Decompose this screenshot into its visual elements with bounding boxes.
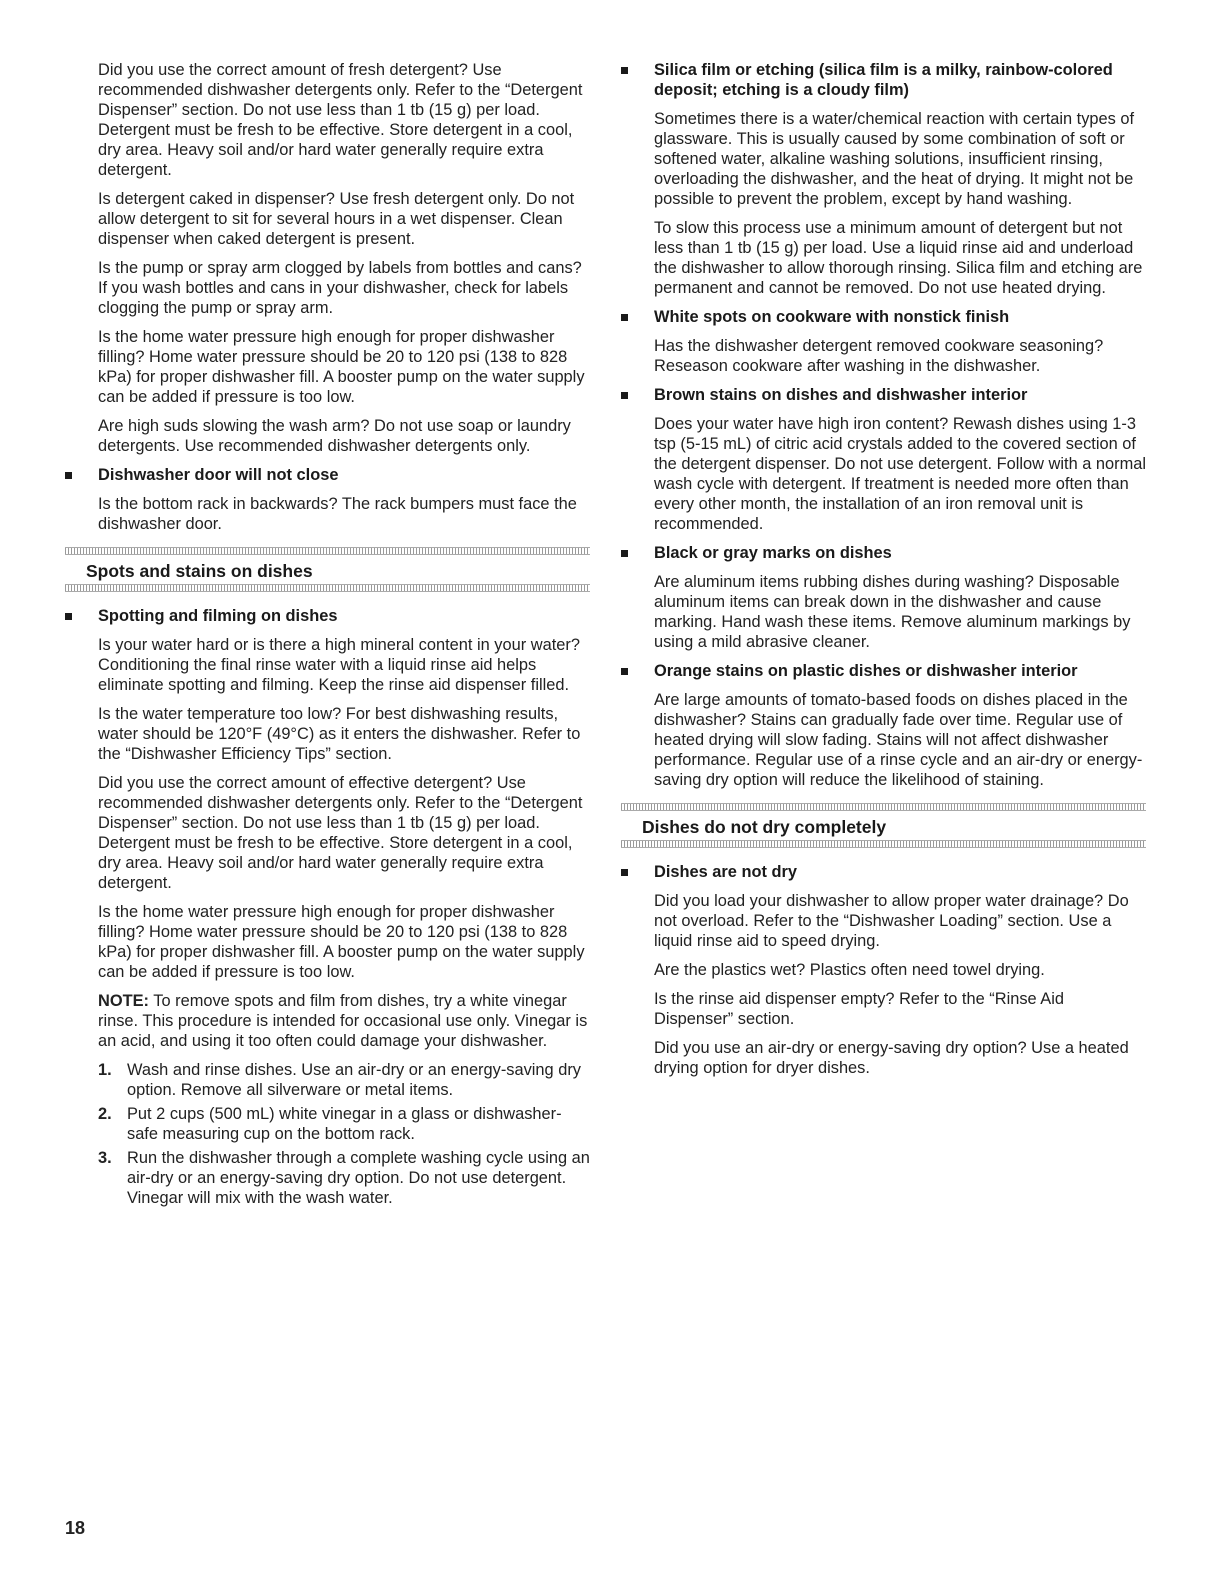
step-number: 3. xyxy=(98,1149,112,1167)
section-header-spots xyxy=(65,547,590,592)
note-label: NOTE: xyxy=(98,992,149,1010)
paragraph: Is the water temperature too low? For best dishwashing results, water should be 120°F (49°C) as it enters the dishwasher. Refer to the “Dishwasher Efficiency Tips” section. xyxy=(98,705,581,763)
paragraph: Has the dishwasher detergent removed cookware seasoning? Reseason cookware after washing in the dishwasher. xyxy=(654,337,1104,375)
bullet-heading-brown-stains: Brown stains on dishes and dishwasher interior xyxy=(621,385,1146,405)
square-bullet-icon xyxy=(621,392,628,399)
section-title: Spots and stains on dishes xyxy=(86,561,313,581)
paragraph: Did you load your dishwasher to allow proper water drainage? Do not overload. Refer to the “Dishwasher Loading” section. Use a liquid rinse aid to speed drying. xyxy=(654,892,1129,950)
step-number: 2. xyxy=(98,1105,112,1123)
paragraph: Is the bottom rack in backwards? The rack bumpers must face the dishwasher door. xyxy=(98,495,577,533)
step-text: Wash and rinse dishes. Use an air-dry or an energy-saving dry option. Remove all silverware or metal items. xyxy=(127,1061,581,1099)
page-number: 18 xyxy=(65,1518,86,1538)
bullet-heading-door: Dishwasher door will not close xyxy=(65,465,590,485)
square-bullet-icon xyxy=(65,613,72,620)
paragraph: Is the home water pressure high enough for proper dishwasher filling? Home water pressure should be 20 to 120 psi (138 to 828 kPa) for proper dishwasher fill. A booster pump on the water supply can be added if pressure is too low. xyxy=(98,328,585,406)
list-item xyxy=(98,1060,590,1100)
paragraph: Is your water hard or is there a high mineral content in your water? Conditioning the final rinse water with a liquid rinse aid helps eliminate spotting and filming. Keep the rinse aid dispenser filled. xyxy=(98,636,580,694)
paragraph: Are large amounts of tomato-based foods on dishes placed in the dishwasher? Stains can gradually fade over time. Regular use of heated drying will slow fading. Stains will not affect dishwasher performance. Regular use of a rinse cycle and an air-dry or energy-saving dry option will reduce the likelihood of staining. xyxy=(654,691,1143,789)
square-bullet-icon xyxy=(621,869,628,876)
square-bullet-icon xyxy=(621,668,628,675)
paragraph: Is the home water pressure high enough for proper dishwasher filling? Home water pressure should be 20 to 120 psi (138 to 828 kPa) for proper dishwasher fill. A booster pump on the water supply can be added if pressure is too low. xyxy=(98,903,585,981)
section-header-dry xyxy=(621,803,1146,848)
step-text: Run the dishwasher through a complete washing cycle using an air-dry or an energy-saving dry option. Do not use detergent. Vinegar will mix with the wash water. xyxy=(127,1149,590,1207)
section-divider xyxy=(65,584,590,592)
paragraph: Is the pump or spray arm clogged by labels from bottles and cans? If you wash bottles and cans in your dishwasher, check for labels clogging the pump or spray arm. xyxy=(98,259,582,317)
bullet-heading-spotting: Spotting and filming on dishes xyxy=(65,606,590,626)
list-item xyxy=(98,1104,590,1144)
right-column xyxy=(621,60,1146,1087)
paragraph: Did you use an air-dry or energy-saving dry option? Use a heated drying option for dryer dishes. xyxy=(654,1039,1129,1077)
list-item xyxy=(98,1148,590,1208)
section-divider xyxy=(65,547,590,555)
paragraph: Did you use the correct amount of fresh detergent? Use recommended dishwasher detergents only. Refer to the “Detergent Dispenser” section. Do not use less than 1 tb (15 g) per load. Detergent must be fresh to be effective. Store detergent in a cool, dry area. Heavy soil and/or hard water generally require extra detergent. xyxy=(98,61,583,179)
paragraph: Does your water have high iron content? Rewash dishes using 1-3 tsp (5-15 mL) of citric acid crystals added to the covered section of the detergent dispenser. Do not use detergent. Follow with a normal wash cycle with detergent. If treatment is needed more often than every other month, the installation of an iron removal unit is recommended. xyxy=(654,415,1147,533)
section-divider xyxy=(621,803,1146,811)
paragraph: Did you use the correct amount of effective detergent? Use recommended dishwasher detergents only. Refer to the “Detergent Dispenser” section. Do not use less than 1 tb (15 g) per load. Detergent must be fresh to be effective. Store detergent in a cool, dry area. Heavy soil and/or hard water generally require extra detergent. xyxy=(98,774,583,892)
bullet-heading-not-dry: Dishes are not dry xyxy=(621,862,1146,882)
paragraph: Are high suds slowing the wash arm? Do not use soap or laundry detergents. Use recommended dishwasher detergents only. xyxy=(98,417,571,455)
bullet-heading-black-marks: Black or gray marks on dishes xyxy=(621,543,1146,563)
bullet-heading-white-spots: White spots on cookware with nonstick finish xyxy=(621,307,1146,327)
paragraph: To slow this process use a minimum amount of detergent but not less than 1 tb (15 g) per load. Use a liquid rinse aid and underload the dishwasher to allow thorough rinsing. Silica film and etching are permanent and cannot be removed. Do not use heated drying. xyxy=(654,219,1143,297)
square-bullet-icon xyxy=(65,472,72,479)
paragraph: Are the plastics wet? Plastics often need towel drying. xyxy=(654,961,1045,979)
step-number: 1. xyxy=(98,1061,112,1079)
bullet-heading-silica: Silica film or etching (silica film is a milky, rainbow-colored deposit; etching is a cloudy film) xyxy=(621,60,1146,100)
note-paragraph xyxy=(65,991,590,1051)
square-bullet-icon xyxy=(621,314,628,321)
left-column xyxy=(65,60,590,1212)
bullet-heading-orange-stains: Orange stains on plastic dishes or dishwasher interior xyxy=(621,661,1146,681)
paragraph: Sometimes there is a water/chemical reaction with certain types of glassware. This is usually caused by some combination of soft or softened water, alkaline washing solutions, insufficient rinsing, overloading the dishwasher, and the heat of drying. It might not be possible to prevent the problem, except by hand washing. xyxy=(654,110,1135,208)
note-text: To remove spots and film from dishes, try a white vinegar rinse. This procedure is intended for occasional use only. Vinegar is an acid, and using it too often could damage your dishwasher. xyxy=(98,992,588,1050)
paragraph: Are aluminum items rubbing dishes during washing? Disposable aluminum items can break down in the dishwasher and cause marking. Hand wash these items. Remove aluminum markings by using a mild abrasive cleaner. xyxy=(654,573,1131,651)
paragraph: Is the rinse aid dispenser empty? Refer to the “Rinse Aid Dispenser” section. xyxy=(654,990,1064,1028)
section-title: Dishes do not dry completely xyxy=(642,817,887,837)
steps-list xyxy=(65,1060,590,1208)
square-bullet-icon xyxy=(621,67,628,74)
section-divider xyxy=(621,840,1146,848)
paragraph: Is detergent caked in dispenser? Use fresh detergent only. Do not allow detergent to sit for several hours in a wet dispenser. Clean dispenser when caked detergent is present. xyxy=(98,190,575,248)
step-text: Put 2 cups (500 mL) white vinegar in a glass or dishwasher-safe measuring cup on the bottom rack. xyxy=(127,1105,562,1143)
square-bullet-icon xyxy=(621,550,628,557)
